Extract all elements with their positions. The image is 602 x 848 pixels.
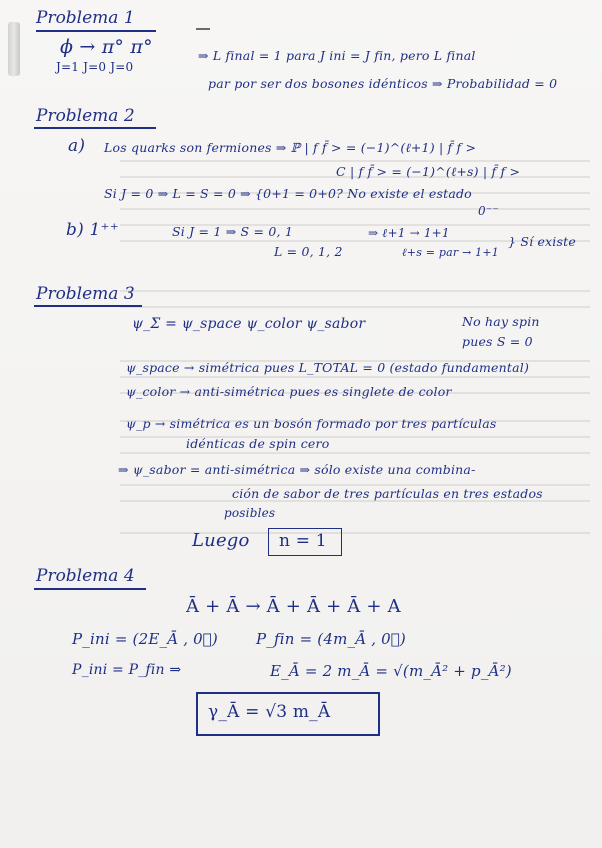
problem-4-title: Problema 4 [36, 566, 135, 586]
problem-1-spins: J=1 J=0 J=0 [56, 60, 134, 74]
problem-4-p-initial: P_ini = (2E_Ā , 0⃗) [72, 630, 218, 648]
problem-4-reaction: Ā + Ā → Ā + Ā + Ā + A [186, 596, 401, 617]
problem-1-reaction: ϕ → π° π° [60, 36, 153, 58]
problem-2a-line-1: Los quarks son fermiones ⇒ ℙ | f f̄ > = (−1)^(ℓ+1) | f̄ f > [104, 140, 477, 155]
problem-4-equation-right: E_Ā = 2 m_Ā = √(m_Ā² + p_Ā²) [270, 662, 512, 680]
bleed-line [120, 452, 590, 454]
problem-4-result-value: γ_Ā = √3 m_Ā [208, 702, 331, 722]
problem-3-line-5: ⇒ ψ_sabor = anti-simétrica ⇒ sólo existe una combina- [118, 462, 476, 477]
bleed-line [120, 532, 590, 534]
problem-2b-line-4: ℓ+s = par → 1+1 [402, 246, 499, 259]
problem-4-result-box [196, 692, 380, 736]
problem-2b-line-1: Si J = 1 ⇒ S = 0, 1 [172, 224, 293, 239]
problem-1-underline [36, 30, 156, 32]
problem-2b-line-3: ⇒ ℓ+1 → 1+1 [368, 226, 450, 240]
problem-1-line-1: ⇒ L final = 1 para J ini = J fin, pero L final [198, 48, 476, 63]
problem-3-result-value: n = 1 [279, 531, 327, 551]
problem-3-note-1: No hay spin [462, 314, 540, 329]
problem-3-line-6: ción de sabor de tres partículas en tres estados [232, 486, 543, 501]
problem-2b-line-2: L = 0, 1, 2 [274, 244, 343, 259]
problem-3-line-3: ψ_p → simétrica es un bosón formado por tres partículas [126, 416, 497, 431]
problem-3-line-7: posibles [224, 506, 276, 520]
problem-2a-line-3: Si J = 0 ⇒ L = S = 0 ⇒ {0+1 = 0+0? No existe el estado [104, 186, 472, 201]
bleed-line [120, 160, 590, 162]
problem-3-line-2: ψ_color → anti-simétrica pues es singlete de color [126, 384, 452, 399]
bleed-line [120, 376, 590, 378]
bleed-line [120, 208, 590, 210]
problem-2b-line-5: } Sí existe [508, 234, 576, 249]
problem-3-title: Problema 3 [36, 284, 135, 304]
problem-1-title: Problema 1 [36, 8, 135, 28]
problem-2a-label: a) [68, 136, 86, 156]
problem-4-p-final: P_fin = (4m_Ā , 0⃗) [256, 630, 406, 648]
problem-2b-label: b) 1⁺⁺ [66, 220, 119, 240]
bleed-line [120, 290, 590, 292]
problem-2-title: Problema 2 [36, 106, 135, 126]
problem-4-underline [34, 588, 146, 590]
problem-3-result-label: Luego [192, 530, 250, 551]
problem-3-equation: ψ_Σ = ψ_space ψ_color ψ_sabor [132, 316, 366, 332]
problem-2-underline [34, 127, 156, 129]
problem-3-underline [34, 305, 142, 307]
problem-3-line-1: ψ_space → simétrica pues L_TOTAL = 0 (estado fundamental) [126, 360, 530, 375]
problem-3-line-4: idénticas de spin cero [186, 436, 330, 451]
problem-4-equation-left: P_ini = P_fin ⇒ [72, 662, 182, 678]
binder-clip [8, 22, 20, 76]
pen-mark [196, 28, 210, 30]
bleed-line [120, 306, 590, 308]
problem-1-line-2: par por ser dos bosones idénticos ⇒ Probabilidad = 0 [208, 76, 558, 91]
problem-2a-line-4: 0⁻⁻ [478, 204, 499, 218]
problem-2a-line-2: C | f f̄ > = (−1)^(ℓ+s) | f̄ f > [336, 164, 521, 179]
problem-3-note-2: pues S = 0 [462, 334, 533, 349]
problem-3-result-box [268, 528, 342, 556]
